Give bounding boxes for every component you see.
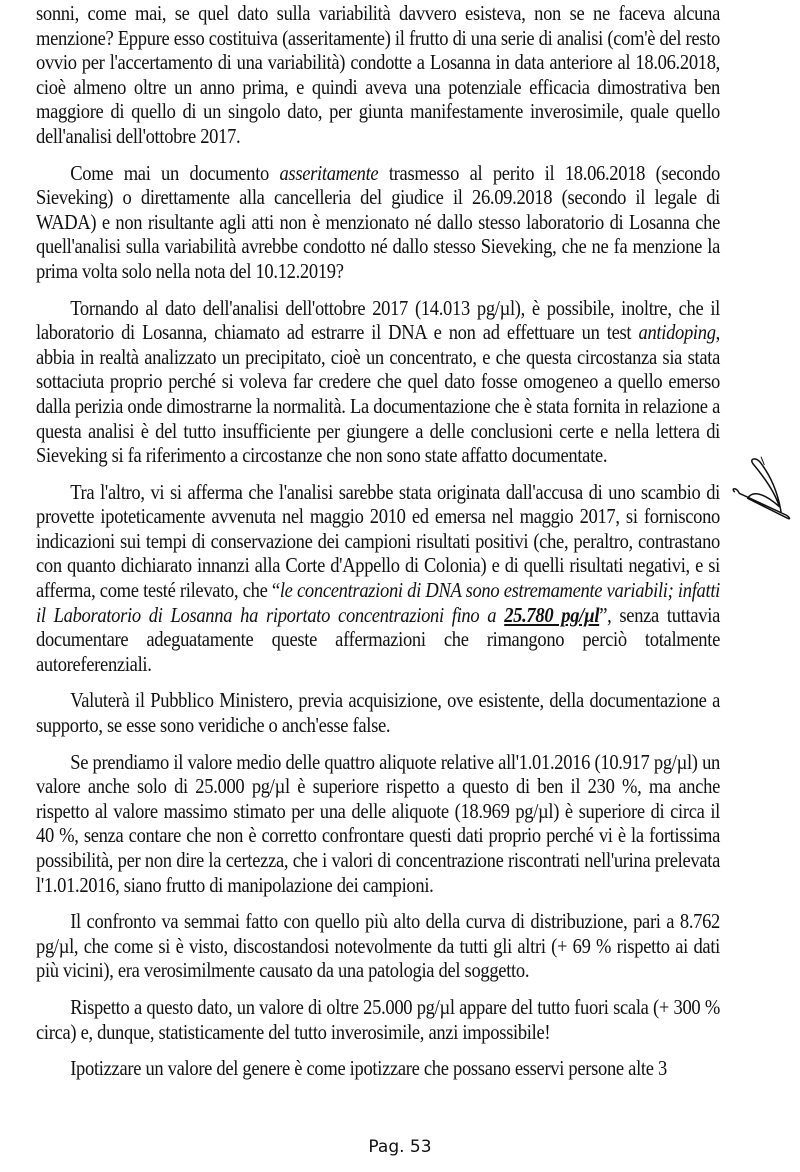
paragraph-6: Se prendiamo il valore medio delle quattro aliquote relative all'1.01.2016 (10.917 pg/µl) un valore anche solo di 25.000 pg/µl è superiore rispetto a questo di ben il 230 %, ma anche rispetto al valore massimo stimato per una delle aliquote (18.969 pg/µl) è superiore di circa il 40 %, senza contare che non è corretto confrontare questi dati proprio perché vi è la fortissima possibilità, per non dire la certezza, che i valori di concentrazione riscontrati nell'urina prelevata l'1.01.2016, siano frutto di manipolazione dei campioni. xyxy=(36,751,720,897)
paragraph-3-text-a: Tornando al dato dell'analisi dell'ottobre 2017 (14.013 pg/µl), è possibile, inoltre, che il laboratorio di Losanna, chiamato ad estrarre il DNA e non ad effettuare un test xyxy=(36,297,720,345)
document-page xyxy=(36,2,720,1094)
paragraph-2-italic: asseritamente xyxy=(279,162,379,185)
paragraph-3-italic: antidoping xyxy=(638,322,716,345)
paragraph-4-text-a: Tra l'altro, vi si afferma che l'analisi sarebbe stata originata dall'accusa di uno scambio di provette ipoteticamente avvenuta nel maggio 2010 ed emersa nel maggio 2017, si forniscono indicazioni sui tempi di conservazione dei campioni risultati positivi (che, peraltro, contrastano con quanto dichiarato innanzi alla Corte d'Appello di Colonia) e di quelli risultati negativi, e si afferma, come testé rilevato, che “ xyxy=(36,481,720,603)
paragraph-3 xyxy=(36,297,720,469)
page-number: Pag. 53 xyxy=(368,1137,432,1157)
paragraph-4-text-b: ”, senza tuttavia documentare adeguatamente queste affermazioni che rimangono perciò totalmente autoreferenziali. xyxy=(36,604,720,676)
paragraph-8: Rispetto a questo dato, un valore di oltre 25.000 pg/µl appare del tutto fuori scala (+ 300 % circa) e, dunque, statisticamente del tutto inverosimile, anzi impossibile! xyxy=(36,996,720,1044)
paragraph-2-text-b: trasmesso al perito il 18.06.2018 (secondo Sieveking) o direttamente alla cancelleria del giudice il 26.09.2018 (secondo il legale di WADA) e non risultante agli atti non è menzionato né dallo stesso laboratorio di Losanna che quell'analisi sulla variabilità avrebbe condotto né dallo stesso Sieveking, che ne fa menzione la prima volta solo nella nota del 10.12.2019? xyxy=(36,162,720,283)
paragraph-4-highlight-value: 25.780 pg/µl xyxy=(504,604,600,627)
paragraph-2-text-a: Come mai un documento xyxy=(70,162,280,185)
paragraph-5: Valuterà il Pubblico Ministero, previa acquisizione, ove esistente, della documentazione a supporto, se esse sono veridiche o anch'esse false. xyxy=(36,690,720,738)
paragraph-4 xyxy=(36,481,720,678)
paragraph-1: sonni, come mai, se quel dato sulla variabilità davvero esisteva, non se ne faceva alcuna menzione? Eppure esso costituiva (asseritamente) il frutto di una serie di analisi (com'è del resto ovvio per l'accertamento di una variabilità) condotte a Losanna in data anteriore al 18.06.2018, cioè almeno oltre un anno prima, e quindi aveva una potenziale efficacia dimostrativa ben maggiore di quello di un singolo dato, per giunta manifestamente inverosimile, quale quello dell'analisi dell'ottobre 2017. xyxy=(36,3,720,148)
paragraph-9: Ipotizzare un valore del genere è come ipotizzare che possano esservi persone alte 3 xyxy=(70,1058,667,1081)
paragraph-3-text-b: , abbia in realtà analizzato un precipitato, cioè un concentrato, e che questa circostanza sia stata sottaciuta proprio perché si voleva far credere che quel dato fosse omogeneo a quello emerso dalla perizia onde dimostrarne la normalità. La documentazione che è stata fornita in relazione a questa analisi è del tutto insufficiente per giungere a delle conclusioni certe e nella lettera di Sieveking si fa riferimento a circostanze che non sono state affatto documentate. xyxy=(36,322,720,468)
signature-icon xyxy=(726,440,796,540)
paragraph-4-quote: le concentrazioni di DNA sono estremamente variabili; infatti il Laboratorio di Losanna ha riportato concentrazioni fino a xyxy=(36,580,720,627)
paragraph-2 xyxy=(36,162,720,285)
paragraph-7: Il confronto va semmai fatto con quello più alto della curva di distribuzione, pari a 8.762 pg/µl, che come si è visto, discostandosi notevolmente da tutti gli altri (+ 69 % rispetto ai dati più vicini), era verosimilmente causato da una patologia del soggetto. xyxy=(36,911,720,983)
